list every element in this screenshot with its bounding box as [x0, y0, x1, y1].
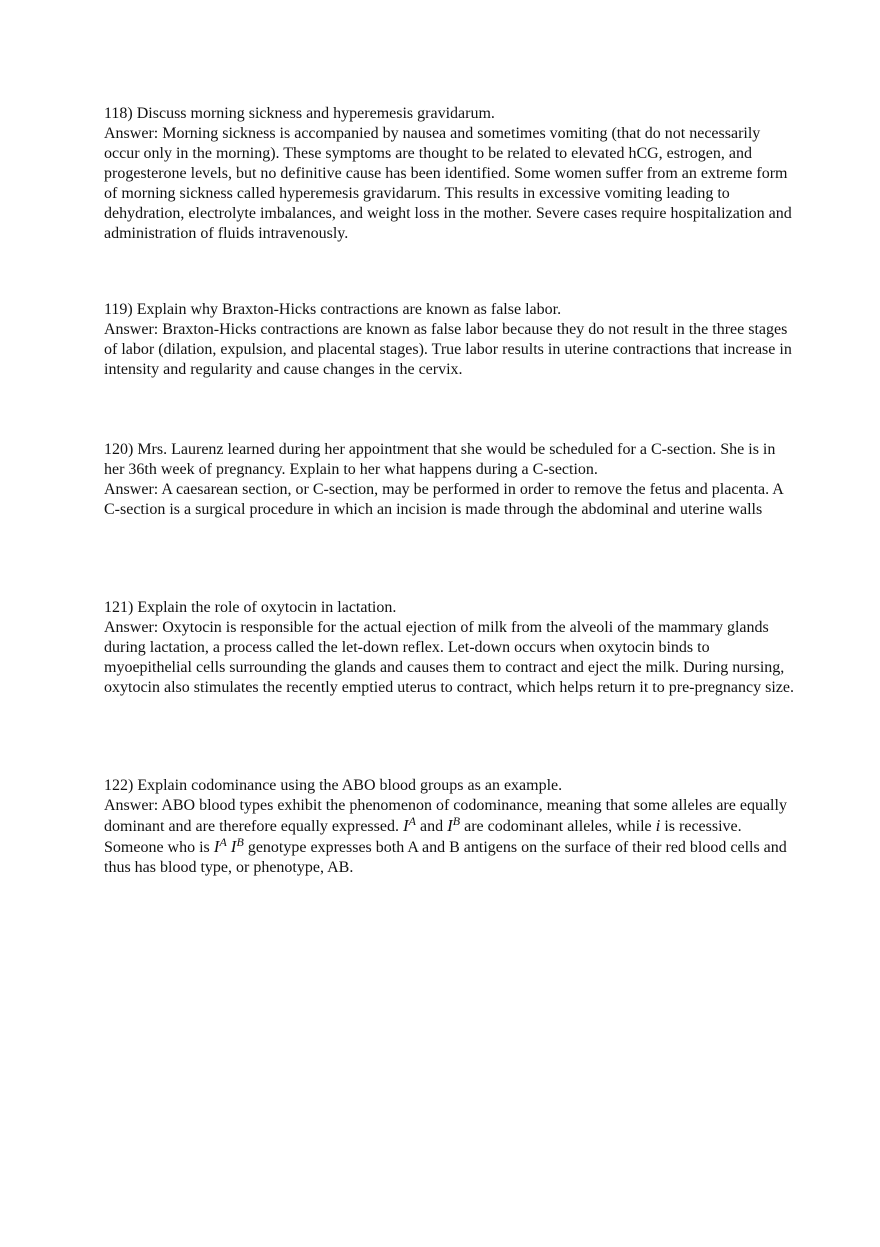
answer-segment: are codominant alleles, while [460, 818, 656, 835]
answer-segment: genotype expresses both A and B antigens on the surface of their red blood cells and thus has blood type, or phenotype, AB. [104, 839, 787, 876]
question-text: 122) Explain codominance using the ABO blood groups as an example. [104, 777, 563, 794]
answer-text: Answer: Braxton-Hicks contractions are known as false labor because they do not result in the three stages of labor (dilation, expulsion, and placental stages). True labor results in uterine contractions that increase in intensity and regularity and cause changes in the cervix. [104, 321, 792, 378]
answer-text: Answer: Oxytocin is responsible for the actual ejection of milk from the alveoli of the mammary glands during lactation, a process called the let-down reflex. Let-down occurs when oxytocin binds to myoepithelial cells surrounding the glands and causes them to contract and eject the milk. During nursing, oxytocin also stimulates the recently emptied uterus to contract, which helps return it to pre-pregnancy size. [104, 619, 795, 696]
question-120 [104, 440, 794, 520]
question-text: 119) Explain why Braxton-Hicks contractions are known as false labor. [104, 301, 562, 318]
question-text: 118) Discuss morning sickness and hyperemesis gravidarum. [104, 105, 495, 122]
question-118 [104, 104, 794, 244]
allele-i: i [655, 816, 661, 835]
allele-ib: $I^B$ [447, 814, 461, 835]
answer-text [104, 796, 794, 878]
answer-segment: Answer: ABO blood types exhibit the phenomenon of codominance, meaning that some alleles are equally dominant and are therefore equally expressed. [104, 797, 787, 835]
answer-text: Answer: A caesarean section, or C-section, may be performed in order to remove the fetus and placenta. A C-section is a surgical procedure in which an incision is made through the abdominal and uterine walls [104, 481, 783, 518]
question-119 [104, 300, 794, 380]
question-122 [104, 776, 794, 878]
question-121 [104, 598, 794, 698]
question-text: 120) Mrs. Laurenz learned during her appointment that she would be scheduled for a C-section. She is in her 36th week of pregnancy. Explain to her what happens during a C-section. [104, 441, 776, 478]
answer-segment: and [416, 818, 448, 835]
question-text: 121) Explain the role of oxytocin in lactation. [104, 599, 397, 616]
answer-segment: is recessive. Someone who is [104, 818, 742, 856]
genotype-ia: $I^A$ [213, 835, 227, 856]
answer-text: Answer: Morning sickness is accompanied by nausea and sometimes vomiting (that do not necessarily occur only in the morning). These symptoms are thought to be related to elevated hCG, estrogen, and progesterone levels, but no definitive cause has been identified. Some women suffer from an extreme form of morning sickness called hyperemesis gravidarum. This results in excessive vomiting leading to dehydration, electrolyte imbalances, and weight loss in the mother. Severe cases require hospitalization and administration of fluids intravenously. [104, 125, 792, 242]
genotype-ib: $I^B$ [230, 835, 244, 856]
allele-ia: $I^A$ [402, 814, 416, 835]
